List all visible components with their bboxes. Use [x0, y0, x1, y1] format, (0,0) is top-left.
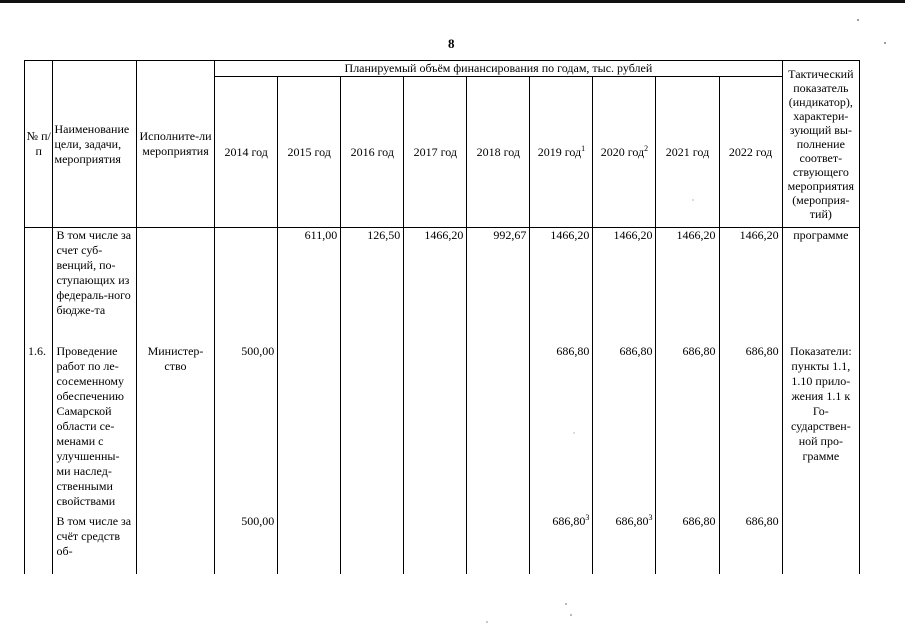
value-text: 1466,20: [550, 228, 590, 242]
header-year-label: 2015 год: [287, 144, 331, 159]
footnote-mark: 3: [585, 513, 590, 522]
value-text: 1466,20: [424, 228, 464, 242]
row-indicator: программе: [782, 228, 859, 345]
header-year-label: 2021 год: [665, 144, 710, 159]
header-year-label: 2022 год: [728, 144, 773, 159]
value-text: 1466,20: [739, 228, 779, 242]
value-text: 1466,20: [676, 228, 716, 242]
row-number: 1.6.: [25, 344, 53, 514]
header-year-label: 2020 год: [600, 144, 645, 159]
row-name: Проведение работ по ле-сосеменному обеспечению Самарской области се-менами с улучшенны-ми наслед-ственными свойствами: [53, 344, 136, 514]
value-text: 500,00: [241, 514, 275, 528]
value-text: 500,00: [241, 344, 275, 358]
header-year-label: 2017 год: [413, 144, 457, 159]
header-year-label: 2019 год: [537, 144, 582, 159]
value-text: 686,80: [682, 514, 716, 528]
value-text: 126,50: [367, 228, 401, 242]
header-name: Наименование цели, задачи, мероприятия: [53, 61, 136, 228]
value-text: 686,80: [619, 344, 653, 358]
header-year-label: 2014 год: [224, 144, 268, 159]
value-text: 686,80: [682, 344, 716, 358]
header-executor: Исполните-ли мероприятия: [136, 61, 214, 228]
value-text: 686,80: [745, 514, 779, 528]
value-text: 686,80: [556, 344, 590, 358]
page-number: 8: [448, 36, 455, 51]
row-indicator: Показатели: пункты 1.1, 1.10 прило-жения 1.1 к Го-сударствен-ной про-грамме: [782, 344, 859, 514]
footnote-mark: 2: [644, 143, 649, 153]
footnote-mark: 3: [648, 513, 653, 522]
header-financing-caption: Планируемый объём финансирования по годам, тыс. рублей: [215, 61, 783, 77]
row-name: В том числе за счёт средств об-: [53, 514, 136, 574]
row-executor: Министер-ство: [136, 344, 214, 514]
footnote-mark: 1: [581, 143, 586, 153]
row-name: В том числе за счет суб-венций, по-ступающих из федераль-ного бюдже-та: [53, 228, 136, 345]
value-text: 992,67: [493, 228, 527, 242]
value-text: 686,80: [552, 514, 586, 528]
value-text: 611,00: [304, 228, 338, 242]
header-number: № п/п: [25, 61, 53, 228]
header-indicator: Тактический показатель (индикатор), характери-зующий вы-полнение соответ-ствующего мероприятия (мероприя-тий): [782, 61, 859, 228]
value-text: 686,80: [745, 344, 779, 358]
value-text: 1466,20: [613, 228, 653, 242]
value-text: 686,80: [615, 514, 649, 528]
header-year-label: 2016 год: [350, 144, 394, 159]
header-year-label: 2018 год: [476, 144, 521, 159]
